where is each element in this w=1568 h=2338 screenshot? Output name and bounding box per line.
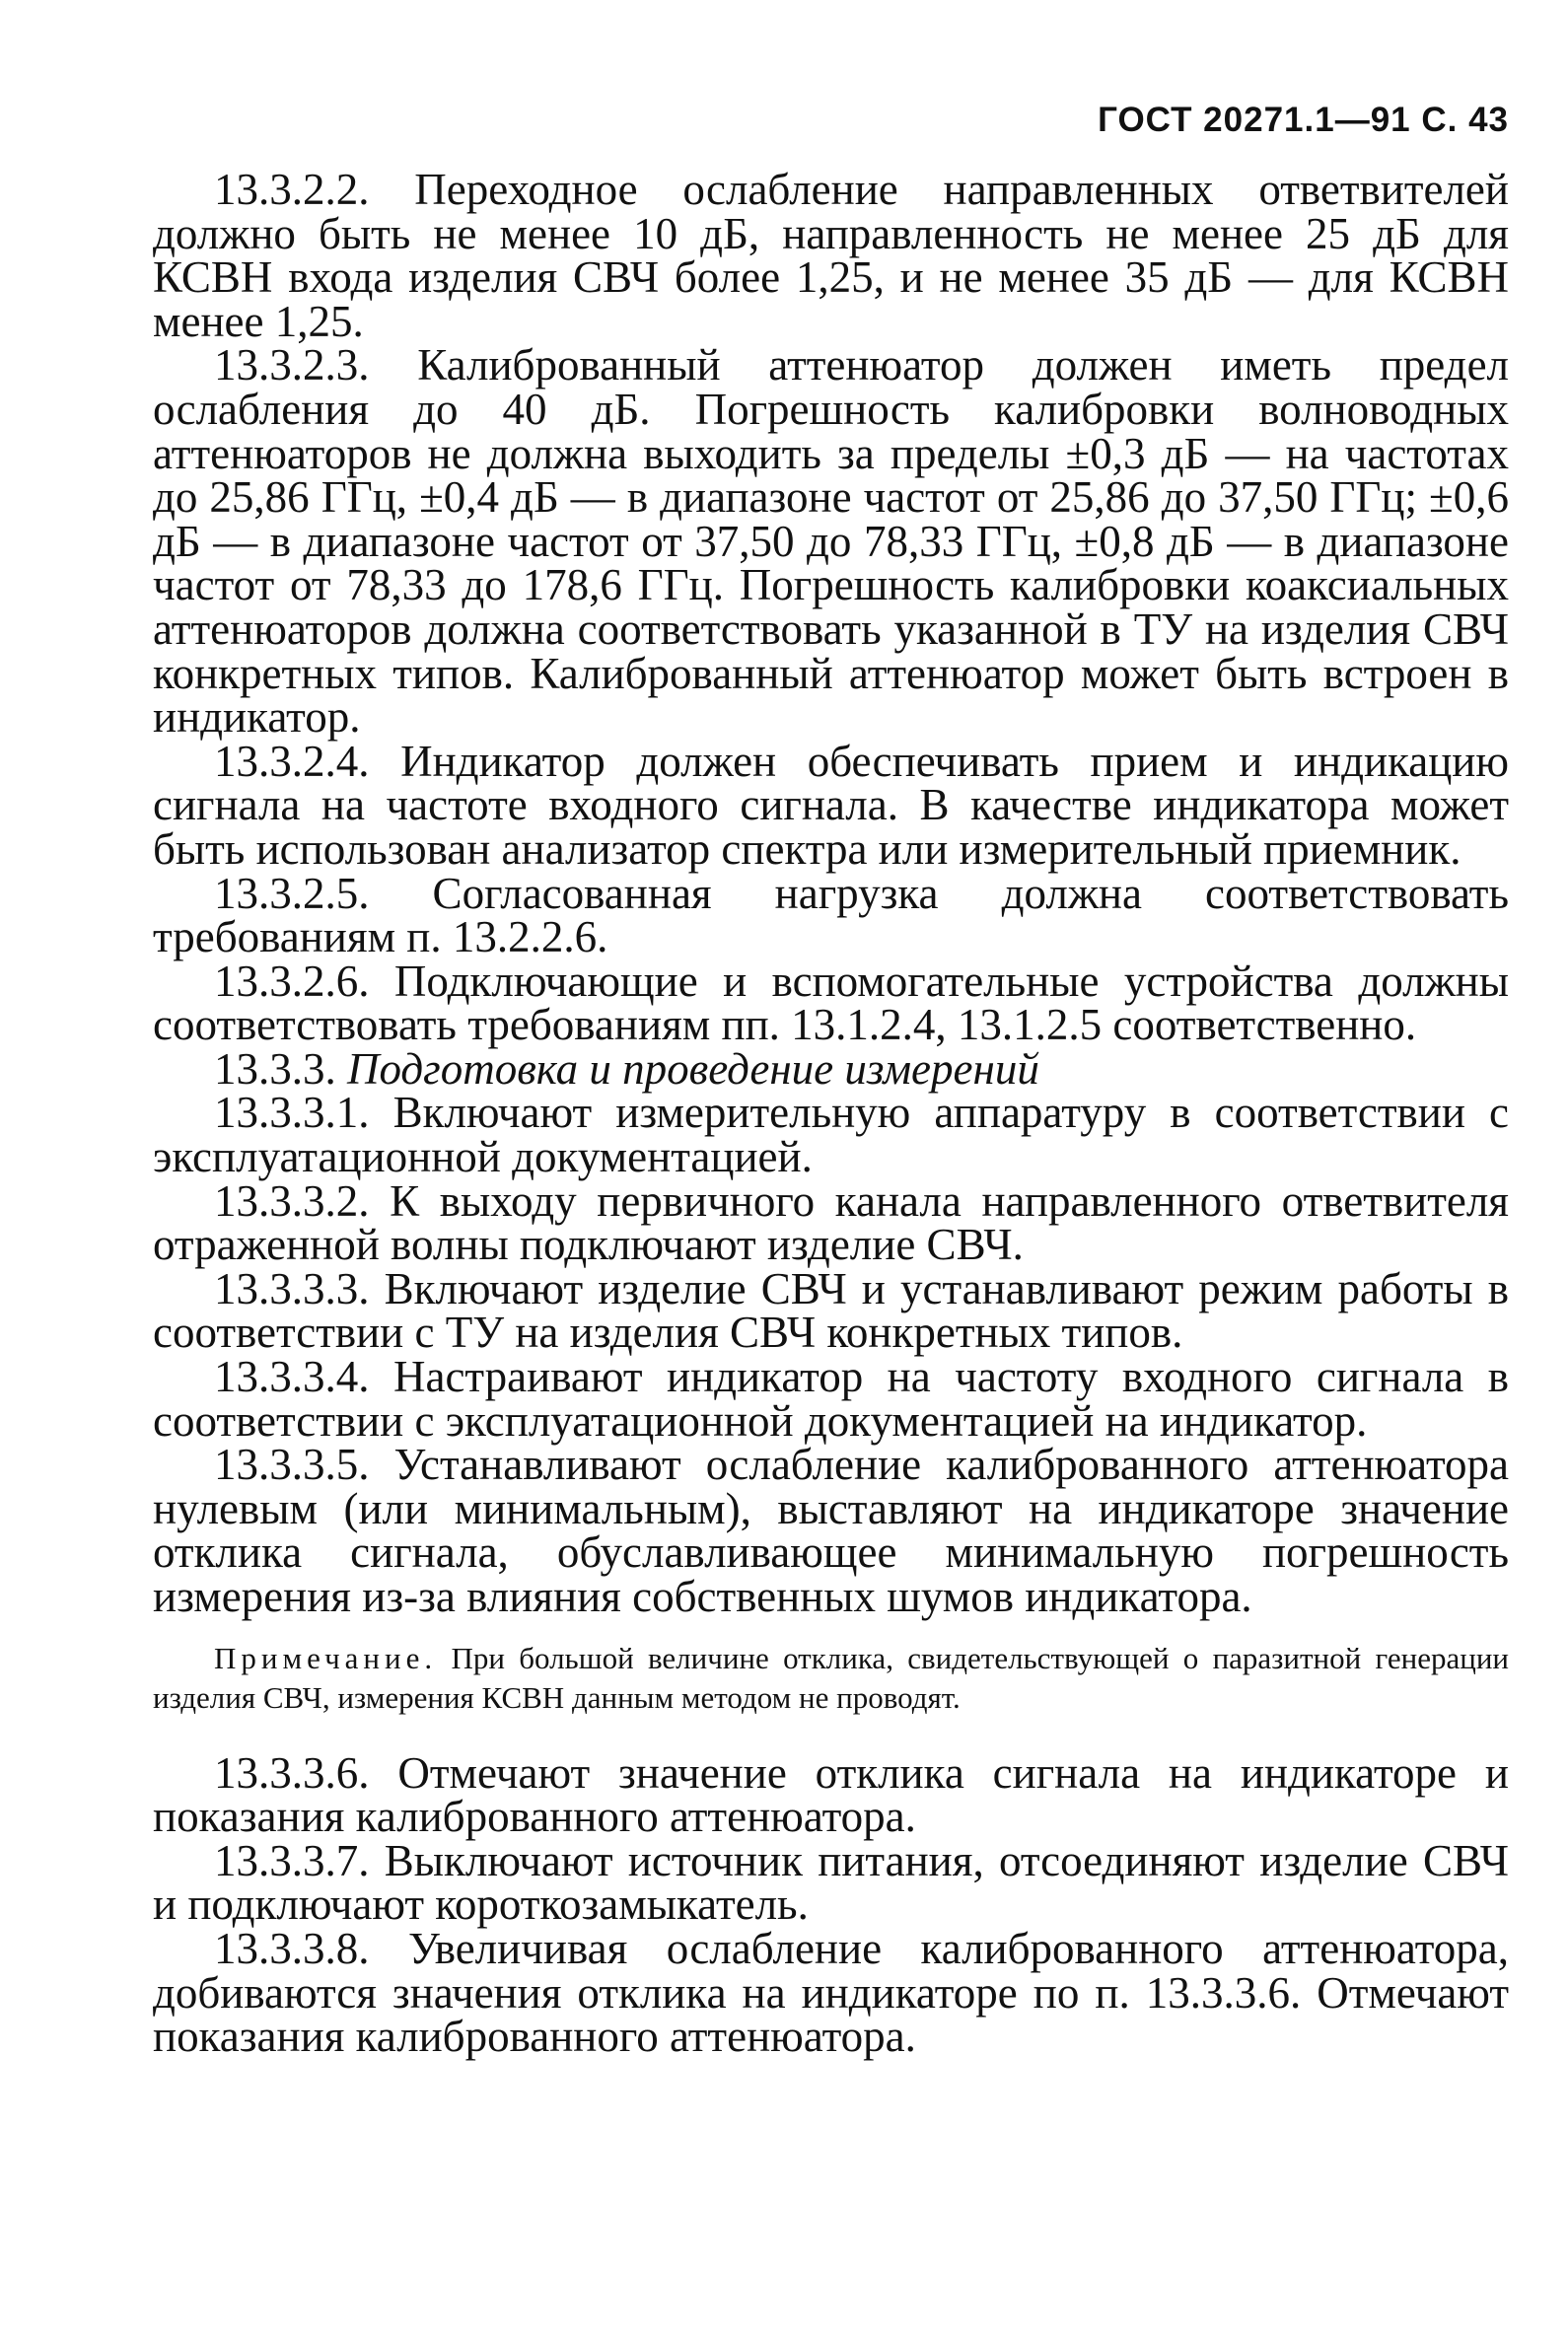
note	[153, 1639, 1509, 1718]
paragraph-13-3-3-4: 13.3.3.4. Настраивают индикатор на частоту входного сигнала в соответствии с эксплуатационной документацией на индикатор.	[153, 1352, 1509, 1446]
note-text: При большой величине отклика, свидетельствующей о паразитной генерации изделия СВЧ, измерения КСВН данным методом не проводят.	[153, 1640, 1509, 1715]
paragraph-13-3-2-4: 13.3.2.4. Индикатор должен обеспечивать прием и индикацию сигнала на частоте входного сигнала. В качестве индикатора может быть использован анализатор спектра или измерительный приемник.	[153, 736, 1509, 874]
section-number: 13.3.3.	[214, 1043, 336, 1094]
paragraph-13-3-2-6: 13.3.2.6. Подключающие и вспомогательные устройства должны соответствовать требованиям пп. 13.1.2.4, 13.1.2.5 соответственно.	[153, 956, 1509, 1050]
paragraph-13-3-3-5: 13.3.3.5. Устанавливают ослабление калиброванного аттенюатора нулевым (или минимальным), выставляют на индикаторе значение отклика сигнала, обуславливающее минимальную погрешность измерения из-за влияния собственных шумов индикатора.	[153, 1440, 1509, 1621]
paragraph-13-3-2-5: 13.3.2.5. Согласованная нагрузка должна соответствовать требованиям п. 13.2.2.6.	[153, 868, 1509, 962]
paragraph-13-3-2-3: 13.3.2.3. Калиброванный аттенюатор должен иметь предел ослабления до 40 дБ. Погрешность калибровки волноводных аттенюаторов не должна выходить за пределы ±0,3 дБ — на частотах до 25,86 ГГц, ±0,4 дБ — в диапазоне частот от 25,86 до 37,50 ГГц; ±0,6 дБ — в диапазоне частот от 37,50 до 78,33 ГГц, ±0,8 дБ — в диапазоне частот от 78,33 до 178,6 ГГц. Погрешность калибровки коаксиальных аттенюаторов должна соответствовать указанной в ТУ на изделия СВЧ конкретных типов. Калиброванный аттенюатор может быть встроен в индикатор.	[153, 340, 1509, 743]
paragraph-13-3-3-6: 13.3.3.6. Отмечают значение отклика сигнала на индикаторе и показания калиброванного аттенюатора.	[153, 1747, 1509, 1842]
paragraph-13-3-3-2: 13.3.3.2. К выходу первичного канала направленного ответвителя отраженной волны подключают изделие СВЧ.	[153, 1175, 1509, 1270]
section-heading	[153, 1043, 1509, 1094]
paragraph-13-3-3-7: 13.3.3.7. Выключают источник питания, отсоединяют изделие СВЧ и подключают короткозамыкатель.	[153, 1835, 1509, 1930]
document-page	[153, 99, 1509, 2062]
page-header: ГОСТ 20271.1—91 С. 43	[1098, 101, 1509, 139]
paragraph-13-3-3-3: 13.3.3.3. Включают изделие СВЧ и устанавливают режим работы в соответствии с ТУ на изделия СВЧ конкретных типов.	[153, 1263, 1509, 1358]
paragraph-13-3-3-1: 13.3.3.1. Включают измерительную аппаратуру в соответствии с эксплуатационной документацией.	[153, 1088, 1509, 1182]
paragraph-13-3-3-8: 13.3.3.8. Увеличивая ослабление калиброванного аттенюатора, добиваются значения отклика на индикаторе по п. 13.3.3.6. Отмечают показания калиброванного аттенюатора.	[153, 1923, 1509, 2062]
note-label: Примечание.	[214, 1640, 438, 1675]
paragraph-13-3-2-2: 13.3.2.2. Переходное ослабление направленных ответвителей должно быть не менее 10 дБ, направленность не менее 25 дБ для КСВН входа изделия СВЧ более 1,25, и не менее 35 дБ — для КСВН менее 1,25.	[153, 165, 1509, 346]
section-title: Подготовка и проведение измерений	[347, 1043, 1039, 1094]
